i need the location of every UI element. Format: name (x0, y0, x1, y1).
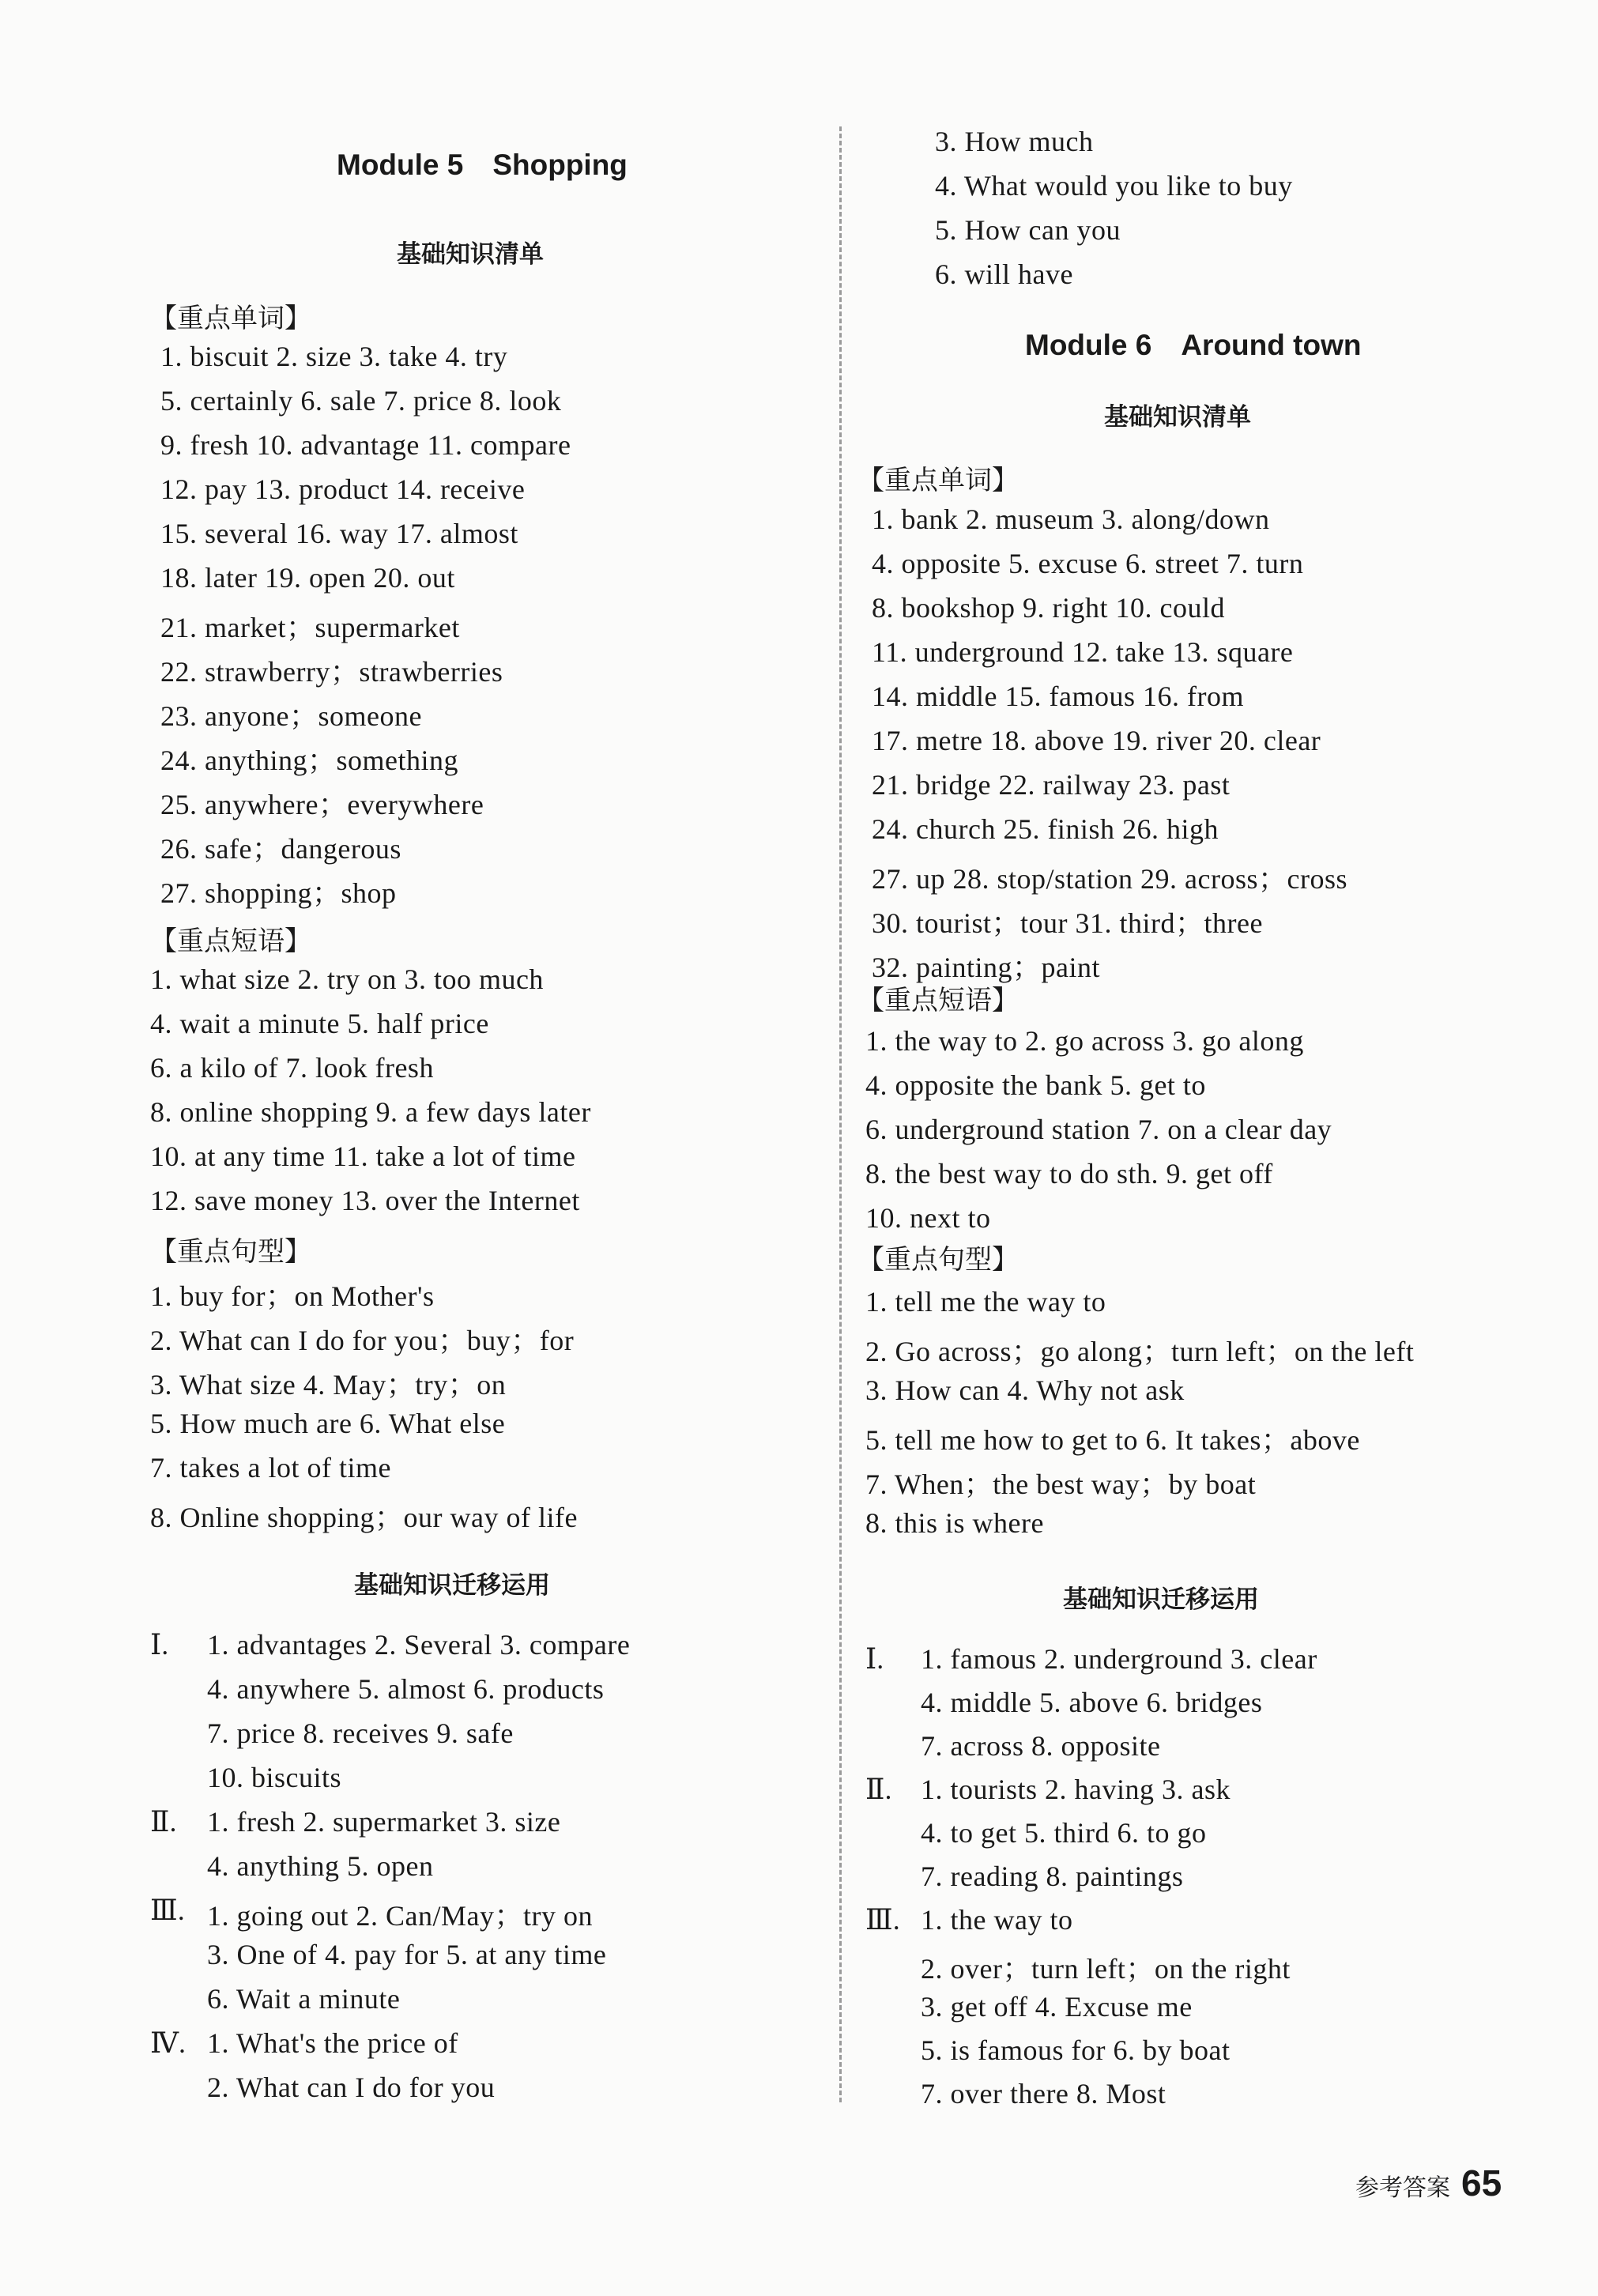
key-phrase-line: 1. what size 2. try on 3. too much (150, 963, 544, 995)
key-word-line: 8. bookshop 9. right 10. could (872, 592, 1225, 624)
exercise-answer-line: 3. get off 4. Excuse me (921, 1991, 1193, 2023)
left-section-title-practice: 基础知识迁移运用 (354, 1571, 550, 1600)
key-sentence-line: 3. How can 4. Why not ask (865, 1374, 1185, 1406)
left-section-title-checklist: 基础知识清单 (397, 240, 544, 269)
left-key-sentences-label: 【重点句型】 (150, 1236, 311, 1268)
key-word-line: 24. church 25. finish 26. high (872, 813, 1219, 845)
continued-answer-line: 3. How much (935, 126, 1094, 157)
key-word-line: 17. metre 18. above 19. river 20. clear (872, 725, 1321, 756)
exercise-answer-line: 7. across 8. opposite (921, 1730, 1161, 1762)
key-word-line: 22. strawberry；strawberries (160, 656, 503, 688)
key-phrase-line: 10. next to (865, 1202, 991, 1234)
module-6-title: Module 6 Around town (1025, 329, 1362, 361)
exercise-answer-line: 4. middle 5. above 6. bridges (921, 1687, 1263, 1718)
key-word-line: 27. shopping；shop (160, 877, 397, 909)
exercise-answer-line: 10. biscuits (207, 1762, 342, 1793)
key-word-line: 14. middle 15. famous 16. from (872, 681, 1244, 712)
key-word-line: 11. underground 12. take 13. square (872, 636, 1294, 668)
exercise-answer-line: 1. the way to (921, 1904, 1073, 1936)
key-sentence-line: 8. this is where (865, 1507, 1044, 1539)
exercise-answer-line: 2. over；turn left；on the right (921, 1953, 1291, 1985)
exercise-answer-line: 1. advantages 2. Several 3. compare (207, 1629, 631, 1661)
key-word-line: 4. opposite 5. excuse 6. street 7. turn (872, 548, 1304, 579)
key-word-line: 23. anyone；someone (160, 700, 422, 732)
key-word-line: 32. painting；paint (872, 952, 1100, 983)
column-divider (839, 126, 842, 2102)
right-section-title-practice: 基础知识迁移运用 (1063, 1585, 1259, 1614)
exercise-answer-line: 4. anything 5. open (207, 1850, 434, 1882)
left-key-phrases-label: 【重点短语】 (150, 926, 311, 957)
key-word-line: 26. safe；dangerous (160, 833, 401, 865)
key-sentence-line: 5. tell me how to get to 6. It takes；above (865, 1424, 1360, 1456)
key-word-line: 21. market；supermarket (160, 612, 460, 643)
exercise-answer-line: 7. reading 8. paintings (921, 1861, 1184, 1892)
continued-answer-line: 4. What would you like to buy (935, 170, 1293, 202)
key-word-line: 15. several 16. way 17. almost (160, 518, 518, 549)
exercise-answer-line: 1. tourists 2. having 3. ask (921, 1774, 1231, 1805)
key-sentence-line: 5. How much are 6. What else (150, 1408, 506, 1439)
exercise-answer-line: 2. What can I do for you (207, 2072, 496, 2103)
exercise-roman-numeral: Ⅰ. (150, 1629, 169, 1661)
exercise-answer-line: 7. over there 8. Most (921, 2078, 1166, 2109)
page-number: 65 (1461, 2162, 1502, 2204)
exercise-answer-line: 4. anywhere 5. almost 6. products (207, 1673, 605, 1705)
key-sentence-line: 1. buy for；on Mother's (150, 1280, 435, 1312)
left-key-words-label: 【重点单词】 (150, 303, 311, 334)
exercise-answer-line: 6. Wait a minute (207, 1983, 401, 2015)
exercise-roman-numeral: Ⅲ. (150, 1894, 185, 1926)
exercise-answer-line: 5. is famous for 6. by boat (921, 2034, 1231, 2066)
exercise-answer-line: 3. One of 4. pay for 5. at any time (207, 1939, 607, 1970)
key-word-line: 24. anything；something (160, 745, 458, 776)
exercise-roman-numeral: Ⅲ. (865, 1904, 900, 1936)
page-footer (1355, 2162, 1502, 2204)
key-word-line: 1. biscuit 2. size 3. take 4. try (160, 341, 508, 372)
right-key-sentences-label: 【重点句型】 (857, 1244, 1019, 1276)
right-section-title-checklist: 基础知识清单 (1104, 403, 1251, 432)
key-sentence-line: 7. When；the best way；by boat (865, 1468, 1257, 1500)
key-phrase-line: 12. save money 13. over the Internet (150, 1185, 580, 1216)
key-sentence-line: 7. takes a lot of time (150, 1452, 391, 1484)
exercise-roman-numeral: Ⅱ. (865, 1774, 892, 1805)
exercise-answer-line: 7. price 8. receives 9. safe (207, 1717, 514, 1749)
key-word-line: 25. anywhere；everywhere (160, 789, 484, 820)
key-phrase-line: 8. online shopping 9. a few days later (150, 1096, 591, 1128)
exercise-answer-line: 1. famous 2. underground 3. clear (921, 1643, 1317, 1675)
key-phrase-line: 4. opposite the bank 5. get to (865, 1069, 1206, 1101)
key-word-line: 5. certainly 6. sale 7. price 8. look (160, 385, 562, 417)
key-sentence-line: 3. What size 4. May；try；on (150, 1369, 507, 1401)
exercise-answer-line: 4. to get 5. third 6. to go (921, 1817, 1207, 1849)
key-word-line: 1. bank 2. museum 3. along/down (872, 503, 1270, 535)
exercise-roman-numeral: Ⅰ. (865, 1643, 884, 1675)
key-sentence-line: 8. Online shopping；our way of life (150, 1502, 578, 1533)
key-word-line: 12. pay 13. product 14. receive (160, 473, 526, 505)
exercise-roman-numeral: Ⅳ. (150, 2027, 186, 2059)
key-word-line: 27. up 28. stop/station 29. across；cross (872, 863, 1347, 895)
key-phrase-line: 4. wait a minute 5. half price (150, 1008, 489, 1039)
key-sentence-line: 2. What can I do for you；buy；for (150, 1325, 575, 1356)
key-word-line: 21. bridge 22. railway 23. past (872, 769, 1231, 801)
right-key-words-label: 【重点单词】 (857, 465, 1019, 496)
continued-answer-line: 5. How can you (935, 214, 1121, 246)
key-word-line: 30. tourist；tour 31. third；three (872, 907, 1263, 939)
module-5-title: Module 5 Shopping (337, 149, 628, 181)
right-key-phrases-label: 【重点短语】 (857, 985, 1019, 1016)
key-phrase-line: 1. the way to 2. go across 3. go along (865, 1025, 1304, 1057)
key-word-line: 18. later 19. open 20. out (160, 562, 455, 594)
key-phrase-line: 6. a kilo of 7. look fresh (150, 1052, 434, 1084)
key-sentence-line: 1. tell me the way to (865, 1286, 1106, 1318)
continued-answer-line: 6. will have (935, 258, 1073, 290)
key-phrase-line: 10. at any time 11. take a lot of time (150, 1140, 576, 1172)
key-phrase-line: 6. underground station 7. on a clear day (865, 1114, 1332, 1145)
key-word-line: 9. fresh 10. advantage 11. compare (160, 429, 571, 461)
exercise-roman-numeral: Ⅱ. (150, 1806, 177, 1838)
exercise-answer-line: 1. fresh 2. supermarket 3. size (207, 1806, 561, 1838)
exercise-answer-line: 1. going out 2. Can/May；try on (207, 1900, 593, 1932)
exercise-answer-line: 1. What's the price of (207, 2027, 458, 2059)
key-phrase-line: 8. the best way to do sth. 9. get off (865, 1158, 1273, 1189)
key-sentence-line: 2. Go across；go along；turn left；on the left (865, 1336, 1415, 1367)
footer-label: 参考答案 (1355, 2174, 1450, 2202)
